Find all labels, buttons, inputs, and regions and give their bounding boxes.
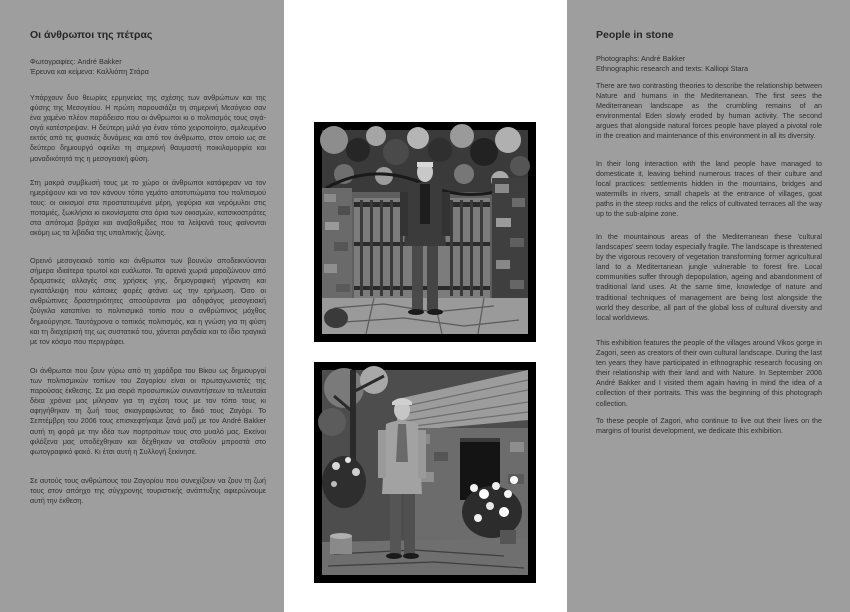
english-paragraph-3: In the mountainous areas of the Mediterranean these 'cultural landscapes' seem today especially fragile. The landscape is threatened by the vigorous recovery of vegetation transforming former agricultural land to a Mediterranean jungle vulnerable to forest fire. Local communities suffer through depopulation, ageing and abandonment of traditional land uses. At the same time, knowledge of nature and traditional techniques of management are being lost alongside the world they describe, all part of the global loss of cultural diversity and local worldviews. — [596, 233, 822, 322]
greek-text-panel — [0, 0, 284, 612]
photo-2-ground — [322, 538, 528, 575]
greek-paragraph-5: Σε αυτούς τους ανθρώπους του Ζαγορίου που συνεχίζουν να ζουν τη ζωή τους στον απόηχο της σύγχρονης τουριστικής ανάπτυξης αφιερώνουμε αυτή την έκθεση. — [30, 477, 266, 506]
english-paragraph-5: To these people of Zagori, who continue to live out their lives on the margins of tourist development, we dedicate this exhibition. — [596, 417, 822, 436]
photo-1-stone-pillar-right — [492, 178, 528, 306]
photo-man-by-stone-hut — [314, 362, 536, 583]
english-text-panel — [567, 0, 850, 612]
english-paragraph-4: This exhibition features the people of the villages around Vikos gorge in Zagori, seen as creators of their own cultural landscape. During the last ten years they have participated in ethnographic research focusing on their relationship with their land and with Nature. In September 2006 André Bakker and I visited them again having in mind the idea of a collection of their portraits. This was the beginning of this photograph collection. — [596, 339, 822, 408]
english-paragraph-1: There are two contrasting theories to describe the relationship between Nature and humans in the Mediterranean. The first sees the Mediterranean landscape as the crumbling remains of an environmental Eden slowly eroded by human activity. The second argues that alongside natural forces people have played a pivotal role in the creation and maintenance of this environment in all its diversity. — [596, 82, 822, 141]
photo-man-at-garden-gate — [314, 122, 536, 342]
english-credit-research: Ethnographic research and texts: Kalliopi Stara — [596, 64, 749, 73]
greek-paragraph-1: Υπάρχουν δυο θεωρίες ερμηνείας της σχέσης των ανθρώπων και της φύσης της Μεσογείου. Η πρώτη παρουσιάζει τη σημερινή Μεσόγειο σαν ένα χαμένο πλέον παράδεισο που οι άνθρωποι κι ο πολιτισμός τους σιγά-σιγά κατέστρεψαν. Η δεύτερη μιλά για έναν τόπο χειροποίητο, σμιλευμένο εκτός από τις φυσικές δυνάμεις και από τον άνθρωπο, στον οποίο ως σε δεύτερο δημιουργό οφείλει τη σημερινή θαυμαστή ποικιλομορφία και μοναδικότητά της η μεσογειακή φύση. — [30, 94, 266, 163]
photo-man-at-garden-gate-image — [314, 122, 536, 342]
greek-paragraph-4: Οι άνθρωποι που ζουν γύρω από τη χαράδρα του Βίκου ως δημιουργοί των πολιτισμικών τοπίων του Ζαγορίου είναι οι πρωταγωνιστές της παρούσας έκθεσης. Σε μια σειρά προσωπικών συναντήσεων τα τελευταία δέκα χρόνια μας μίλησαν για τη σχέση τους με τον τόπο τους κι αφηγήθηκαν τη ζωή τους σκιαγραφώντας το δικό τους Ζαγόρι. Το Σεπτέμβρη του 2006 τους επισκεφτήκαμε ξανά μαζί με τον André Bakker αυτή τη φορά με την ιδέα των πορτραίτων τους στο μυαλό μας. Εκείνοι φιλόξενα μας υποδέχθηκαν και δέχθηκαν να σταθούν μπροστά στο φωτογραφικό φακό. Κι έτσι αυτή η Συλλογή ξεκίνησε. — [30, 367, 266, 456]
greek-title: Οι άνθρωποι της πέτρας — [30, 29, 153, 41]
photo-man-by-stone-hut-image — [314, 362, 536, 583]
greek-paragraph-2: Στη μακρά συμβίωσή τους με το χώρο οι άνθρωποι κατάφεραν να τον ημερέψουν και να τον κάνουν τόπο γεμάτο αποτυπώματα του πολιτισμού τους: οι οικισμοί στα προστατευμένα μέρη, γεφύρια και νερόμυλοι στις ποταμιές, ξωκλήσια κι εικονίσματα στα όρια των οικισμών, κατσικοστράτες στα απότομα βράχια και αναβαθμίδες που τα λείψανά τους φαίνονται ακόμη ως τα λιβάδια της υπαλπικής ζώνης. — [30, 179, 266, 238]
english-title: People in stone — [596, 29, 674, 41]
photo-2-scene — [318, 366, 528, 575]
english-paragraph-2: In their long interaction with the land people have managed to domesticate it, leaving behind numerous traces of their culture and local practices: settlements hidden in the mountains, bridges and watermills in rivers, small chapels at the entrance of villages, goat paths in the steep rocks and the relics of cultivated terraces all the way up to the sub-alpine zone. — [596, 160, 822, 219]
greek-credit-research: Έρευνα και κείμενα: Καλλιόπη Στάρα — [30, 67, 149, 76]
greek-credit-photographs: Φωτογραφίες: André Bakker — [30, 57, 122, 66]
photo-1-stone-floor — [322, 298, 528, 334]
english-credit-photographs: Photographs: André Bakker — [596, 54, 686, 63]
greek-paragraph-3: Ορεινό μεσογειακό τοπίο και άνθρωποι των βουνών αποδεικνύονται σήμερα ιδιαίτερα τρωτοί και ευάλωτοι. Τα ορεινά χωριά μαραζώνουν από δραματικές αλλαγές στις χρήσεις γης, δημογραφική γήρανση και εγκατάλειψη που κάποιες φορές φτάνει ως την ερήμωση. Όσο οι ανθρώπινες δραστηριότητες αποσύρονται μια αδηφάγος μεσογειακή ζούγκλα καταπίνει το πολιτισμικό τοπίο που ο ανθρώπινος μόχθος δημιούργησε. Ταυτόχρονα ο τοπικός πολιτισμός, και η γνώση για τη φύση και τη διαχείρισή της ως συστατικό του, χάνεται ραγδαία και το ίδιο τραγικά με τον κόσμο που περιγράφει. — [30, 257, 266, 346]
photo-1-scene — [320, 124, 530, 334]
